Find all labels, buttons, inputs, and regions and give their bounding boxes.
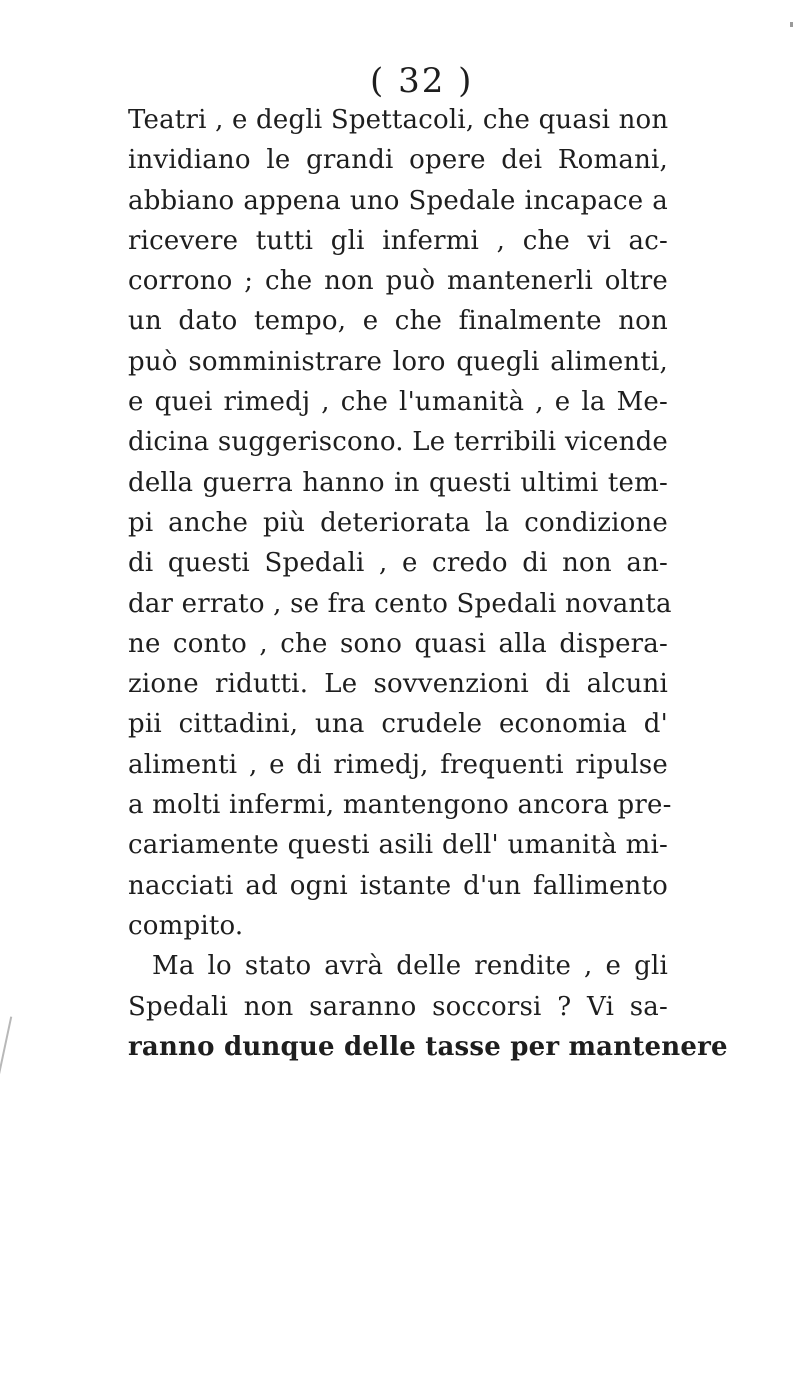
text-line: zione ridutti. Le sovvenzioni di alcuni (128, 669, 668, 700)
text-line: alimenti , e di rimedj, frequenti ripulse (128, 749, 668, 780)
text-line: Ma lo stato avrà delle rendite , e gli (152, 951, 668, 982)
text-line: dicina suggeriscono. Le terribili vicende (128, 427, 668, 458)
text-line: di questi Spedali , e credo di non an- (128, 548, 668, 579)
text-line: può somministrare loro quegli alimenti, (128, 346, 668, 377)
text-line: abbiano appena uno Spedale incapace a (128, 185, 668, 216)
page-number: ( 32 ) (370, 61, 474, 101)
text-line: pii cittadini, una crudele economia d' (128, 709, 668, 740)
text-line: e quei rimedj , che l'umanità , e la Me- (128, 387, 668, 418)
text-line: dar errato , se fra cento Spedali novanta (128, 588, 672, 619)
body-text (128, 100, 728, 1067)
text-line: Spedali non saranno soccorsi ? Vi sa- (128, 991, 668, 1022)
text-line: ranno dunque delle tasse per mantenere (128, 1031, 728, 1062)
text-line: compito. (128, 910, 244, 941)
ink-speck (790, 22, 793, 27)
text-line: ne conto , che sono quasi alla dispera- (128, 628, 668, 659)
text-line: nacciati ad ogni istante d'un fallimento (128, 870, 668, 901)
text-line: Teatri , e degli Spettacoli, che quasi non (128, 105, 669, 135)
page-edge-mark (0, 1016, 12, 1075)
text-line: ricevere tutti gli infermi , che vi ac- (128, 225, 668, 256)
text-line: pi anche più deteriorata la condizione (128, 507, 668, 538)
text-line: invidiano le grandi opere dei Romani, (128, 145, 668, 176)
text-line: un dato tempo, e che finalmente non (128, 306, 668, 337)
text-line: della guerra hanno in questi ultimi tem- (128, 467, 668, 498)
text-line: corrono ; che non può mantenerli oltre (128, 266, 668, 297)
text-line: a molti infermi, mantengono ancora pre- (128, 790, 672, 821)
text-line: cariamente questi asili dell' umanità mi- (128, 830, 668, 861)
